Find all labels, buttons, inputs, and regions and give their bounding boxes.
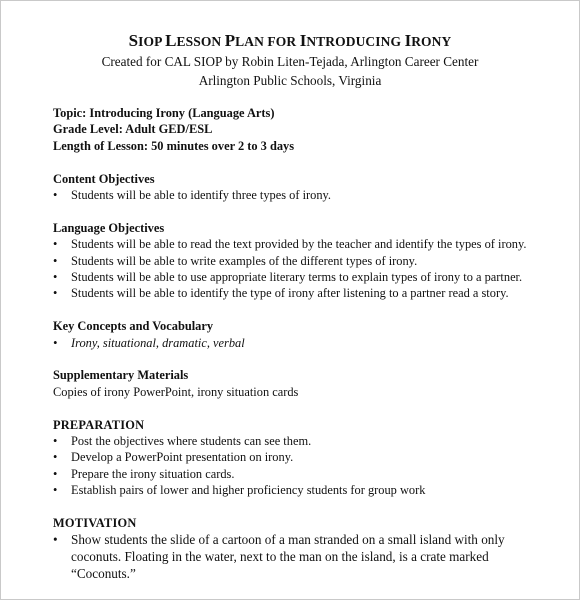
motivation-list xyxy=(53,531,553,582)
preparation-heading: PREPARATION xyxy=(53,417,145,432)
title-segment: S xyxy=(128,31,139,50)
language-objectives-heading: Language Objectives xyxy=(53,220,165,235)
list-item: • Post the objectives where students can see them. xyxy=(53,433,553,449)
content-objectives-list xyxy=(53,187,553,203)
title-segment: LAN FOR xyxy=(235,34,300,49)
list-item: • Show students the slide of a cartoon of a man stranded on a small island with only coconuts. Floating in the water, next to the man on the island, is a crate marked “Coconuts.” xyxy=(53,531,516,582)
preparation-list xyxy=(53,433,553,499)
document-body xyxy=(53,105,553,582)
lesson-length-line: Length of Lesson: 50 minutes over 2 to 3 days xyxy=(53,138,295,153)
key-concepts-list xyxy=(53,335,553,351)
title-segment: ESSON xyxy=(176,34,225,49)
list-item: • Students will be able to identify the type of irony after listening to a partner read a story. xyxy=(53,285,553,301)
list-item: • Students will be able to use appropriate literary terms to explain types of irony to a partner. xyxy=(53,269,553,285)
language-objectives-list xyxy=(53,236,553,302)
page-title xyxy=(1,31,579,52)
list-item: • Develop a PowerPoint presentation on irony. xyxy=(53,449,553,465)
key-concepts-heading: Key Concepts and Vocabulary xyxy=(53,319,214,334)
title-segment: P xyxy=(224,31,236,50)
title-segment: RONY xyxy=(411,34,452,49)
content-objectives-heading: Content Objectives xyxy=(53,171,155,186)
title-segment: I xyxy=(299,31,307,50)
motivation-heading: MOTIVATION xyxy=(53,516,137,531)
title-segment: L xyxy=(165,31,177,50)
list-item: • Students will be able to identify three types of irony. xyxy=(53,187,553,203)
list-item: • Students will be able to read the text provided by the teacher and identify the types of irony. xyxy=(53,236,553,252)
list-item: • Prepare the irony situation cards. xyxy=(53,466,553,482)
title-segment: IOP xyxy=(138,34,166,49)
subtitle-line-2: Arlington Public Schools, Virginia xyxy=(198,73,382,88)
list-item: • Students will be able to write examples of the different types of irony. xyxy=(53,253,553,269)
list-item: • Irony, situational, dramatic, verbal xyxy=(53,335,553,351)
title-segment: I xyxy=(404,31,412,50)
topic-line: Topic: Introducing Irony (Language Arts) xyxy=(53,106,275,120)
subtitle-line-1: Created for CAL SIOP by Robin Liten-Tejada, Arlington Career Center xyxy=(101,54,479,69)
list-item: • Establish pairs of lower and higher proficiency students for group work xyxy=(53,482,553,498)
grade-level-line: Grade Level: Adult GED/ESL xyxy=(53,122,213,137)
supplementary-materials-heading: Supplementary Materials xyxy=(53,368,189,383)
title-segment: NTRODUCING xyxy=(306,34,405,49)
supplementary-materials-text: Copies of irony PowerPoint, irony situation cards xyxy=(53,384,299,399)
